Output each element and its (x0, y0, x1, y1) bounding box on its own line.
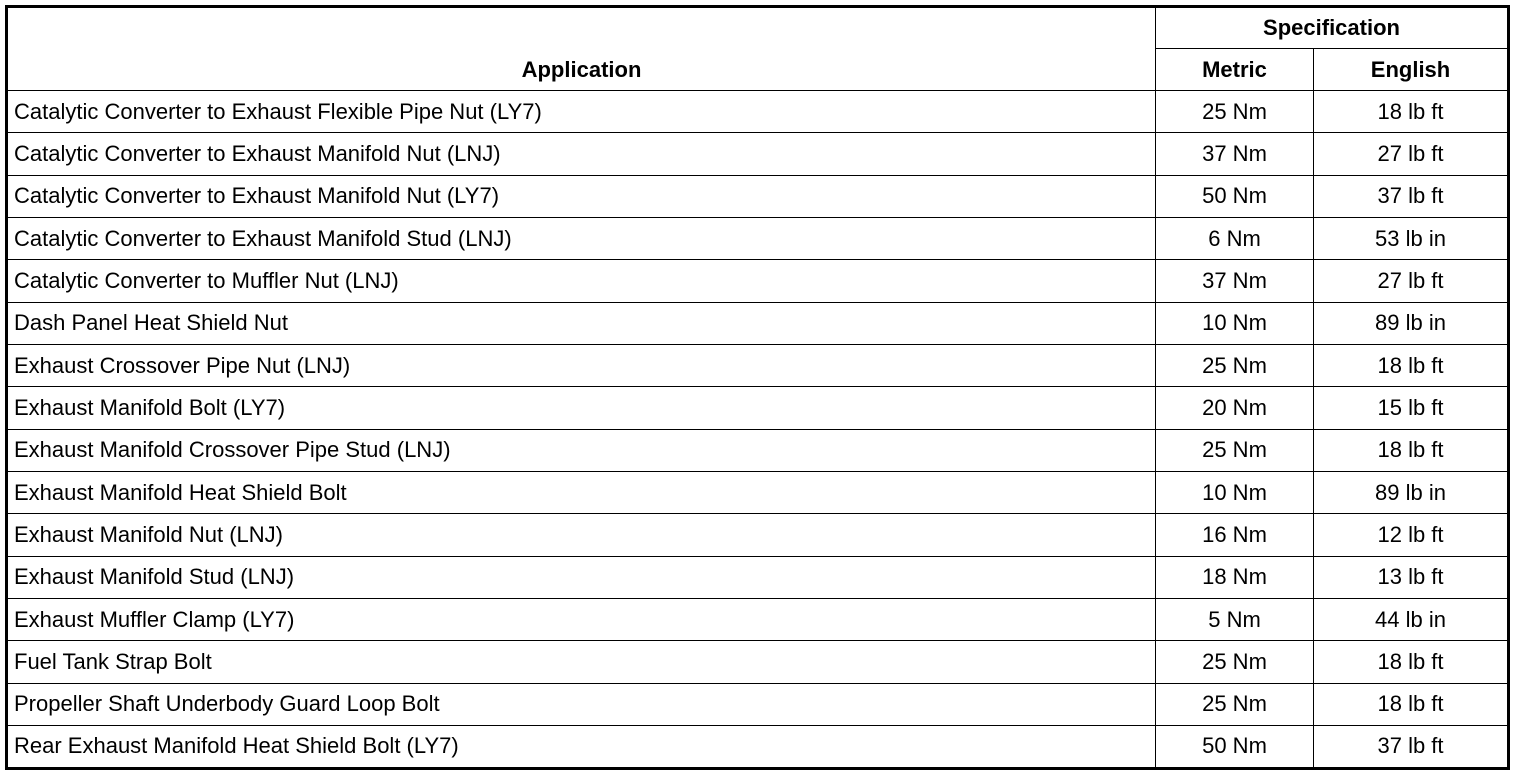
application-cell: Exhaust Crossover Pipe Nut (LNJ) (7, 345, 1156, 387)
table-row (7, 218, 1509, 260)
metric-value-cell: 25 Nm (1156, 429, 1314, 471)
metric-value-cell: 25 Nm (1156, 91, 1314, 133)
english-value-cell: 12 lb ft (1314, 514, 1509, 556)
metric-value-cell: 50 Nm (1156, 175, 1314, 217)
table-row (7, 429, 1509, 471)
table-row (7, 683, 1509, 725)
english-value-cell: 37 lb ft (1314, 175, 1509, 217)
english-value-cell: 18 lb ft (1314, 91, 1509, 133)
table-header (7, 7, 1509, 91)
english-value-cell: 18 lb ft (1314, 683, 1509, 725)
english-value-cell: 27 lb ft (1314, 260, 1509, 302)
metric-value-cell: 16 Nm (1156, 514, 1314, 556)
english-column-header: English (1314, 49, 1509, 91)
english-value-cell: 18 lb ft (1314, 429, 1509, 471)
application-cell: Exhaust Manifold Stud (LNJ) (7, 556, 1156, 598)
english-value-cell: 18 lb ft (1314, 641, 1509, 683)
application-cell: Exhaust Muffler Clamp (LY7) (7, 599, 1156, 641)
table-row (7, 91, 1509, 133)
table-row (7, 302, 1509, 344)
english-value-cell: 44 lb in (1314, 599, 1509, 641)
english-value-cell: 53 lb in (1314, 218, 1509, 260)
metric-value-cell: 37 Nm (1156, 133, 1314, 175)
table-row (7, 345, 1509, 387)
metric-value-cell: 10 Nm (1156, 302, 1314, 344)
application-cell: Exhaust Manifold Heat Shield Bolt (7, 472, 1156, 514)
application-cell: Fuel Tank Strap Bolt (7, 641, 1156, 683)
table-row (7, 641, 1509, 683)
application-cell: Exhaust Manifold Bolt (LY7) (7, 387, 1156, 429)
table-row (7, 599, 1509, 641)
metric-value-cell: 50 Nm (1156, 726, 1314, 768)
metric-value-cell: 25 Nm (1156, 345, 1314, 387)
metric-value-cell: 37 Nm (1156, 260, 1314, 302)
application-cell: Rear Exhaust Manifold Heat Shield Bolt (LY7) (7, 726, 1156, 768)
metric-value-cell: 25 Nm (1156, 683, 1314, 725)
metric-value-cell: 10 Nm (1156, 472, 1314, 514)
english-value-cell: 27 lb ft (1314, 133, 1509, 175)
specification-column-header: Specification (1156, 7, 1509, 49)
fastener-specification-table (5, 5, 1510, 770)
table-row (7, 726, 1509, 768)
application-cell: Propeller Shaft Underbody Guard Loop Bolt (7, 683, 1156, 725)
english-value-cell: 89 lb in (1314, 472, 1509, 514)
table-row (7, 260, 1509, 302)
english-value-cell: 18 lb ft (1314, 345, 1509, 387)
application-cell: Catalytic Converter to Exhaust Flexible Pipe Nut (LY7) (7, 91, 1156, 133)
english-value-cell: 89 lb in (1314, 302, 1509, 344)
english-value-cell: 15 lb ft (1314, 387, 1509, 429)
table-row (7, 133, 1509, 175)
application-column-header: Application (7, 7, 1156, 91)
metric-value-cell: 5 Nm (1156, 599, 1314, 641)
application-cell: Catalytic Converter to Muffler Nut (LNJ) (7, 260, 1156, 302)
table-row (7, 514, 1509, 556)
application-cell: Exhaust Manifold Crossover Pipe Stud (LNJ) (7, 429, 1156, 471)
metric-value-cell: 6 Nm (1156, 218, 1314, 260)
header-row-top (7, 7, 1509, 49)
english-value-cell: 37 lb ft (1314, 726, 1509, 768)
english-value-cell: 13 lb ft (1314, 556, 1509, 598)
table-row (7, 175, 1509, 217)
metric-value-cell: 20 Nm (1156, 387, 1314, 429)
application-cell: Catalytic Converter to Exhaust Manifold Stud (LNJ) (7, 218, 1156, 260)
metric-column-header: Metric (1156, 49, 1314, 91)
application-cell: Exhaust Manifold Nut (LNJ) (7, 514, 1156, 556)
metric-value-cell: 25 Nm (1156, 641, 1314, 683)
table-row (7, 556, 1509, 598)
table-row (7, 472, 1509, 514)
application-cell: Catalytic Converter to Exhaust Manifold Nut (LNJ) (7, 133, 1156, 175)
table-row (7, 387, 1509, 429)
application-cell: Dash Panel Heat Shield Nut (7, 302, 1156, 344)
table-body (7, 91, 1509, 769)
metric-value-cell: 18 Nm (1156, 556, 1314, 598)
application-cell: Catalytic Converter to Exhaust Manifold Nut (LY7) (7, 175, 1156, 217)
